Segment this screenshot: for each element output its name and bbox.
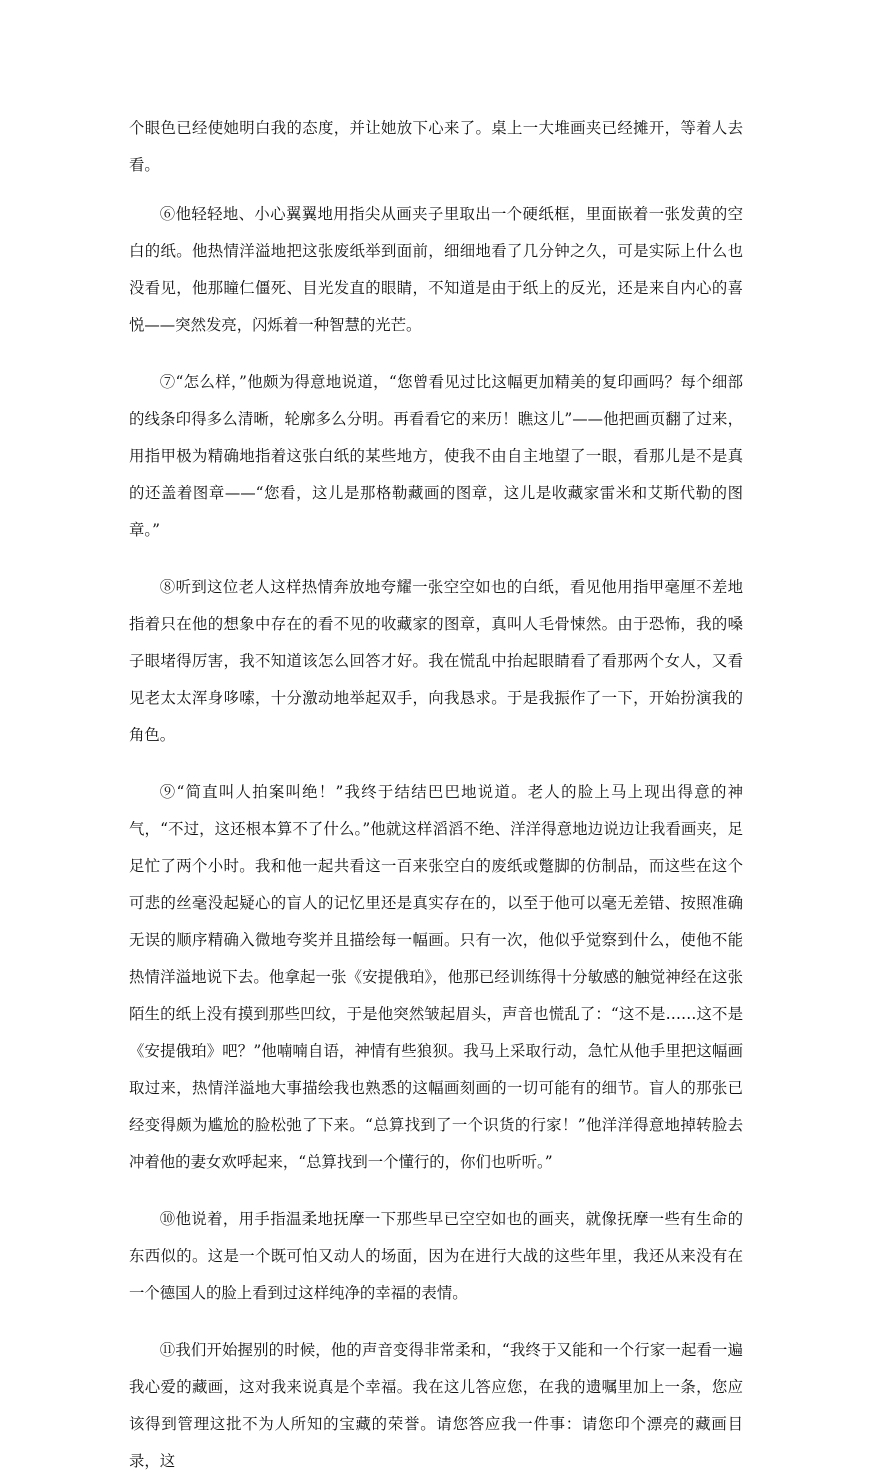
- paragraph-7: ⑦“怎么样，”他颇为得意地说道，“您曾看见过比这幅更加精美的复印画吗？每个细部的线条印得多么清晰，轮廓多么分明。再看看它的来历！瞧这儿”——他把画页翻了过来，用指甲极为精确地指着这张白纸的某些地方，使我不由自主地望了一眼，看那儿是不是真的还盖着图章——“您看，这儿是那格勒藏画的图章，这儿是收藏家雷米和艾斯代勒的图章。”: [129, 373, 743, 539]
- paragraph-8: ⑧听到这位老人这样热情奔放地夸耀一张空空如也的白纸，看见他用指甲毫厘不差地指着只在他的想象中存在的看不见的收藏家的图章，真叫人毛骨悚然。由于恐怖，我的嗓子眼堵得厉害，我不知道该怎么回答才好。我在慌乱中抬起眼睛看了看那两个女人，又看见老太太浑身哆嗦，十分激动地举起双手，向我恳求。于是我振作了一下，开始扮演我的角色。: [129, 578, 743, 744]
- paragraph-11: ⑪我们开始握别的时候，他的声音变得非常柔和，“我终于又能和一个行家一起看一遍我心爱的藏画，这对我来说真是个幸福。我在这儿答应您，在我的遗嘱里加上一条，您应该得到管理这批不为人所知的宝藏的荣誉。请您答应我一件事：请您印个漂亮的藏画目录，这: [129, 1341, 743, 1470]
- paragraph-6: ⑥他轻轻地、小心翼翼地用指尖从画夹子里取出一个硬纸框，里面嵌着一张发黄的空白的纸。他热情洋溢地把这张废纸举到面前，细细地看了几分钟之久，可是实际上什么也没看见，他那瞳仁僵死、目光发直的眼睛，不知道是由于纸上的反光，还是来自内心的喜悦——突然发亮，闪烁着一种智慧的光芒。: [129, 205, 743, 334]
- paragraph-continued: 个眼色已经使她明白我的态度，并让她放下心来了。桌上一大堆画夹已经摊开，等着人去看。: [129, 119, 743, 174]
- paragraph-10: ⑩他说着，用手指温柔地抚摩一下那些早已空空如也的画夹，就像抚摩一些有生命的东西似的。这是一个既可怕又动人的场面，因为在进行大战的这些年里，我还从来没有在一个德国人的脸上看到过这样纯净的幸福的表情。: [129, 1210, 743, 1302]
- paragraph-9: ⑨“简直叫人拍案叫绝！”我终于结结巴巴地说道。老人的脸上马上现出得意的神气，“不过，这还根本算不了什么。”他就这样滔滔不绝、洋洋得意地边说边让我看画夹，足足忙了两个小时。我和他一起共看这一百来张空白的废纸或蹩脚的仿制品，而这些在这个可悲的丝毫没起疑心的盲人的记忆里还是真实存在的，以至于他可以毫无差错、按照准确无误的顺序精确入微地夸奖并且描绘每一幅画。只有一次，他似乎觉察到什么，使他不能热情洋溢地说下去。他拿起一张《安提俄珀》，他那已经训练得十分敏感的触觉神经在这张陌生的纸上没有摸到那些凹纹，于是他突然皱起眉头，声音也慌乱了：“这不是……这不是《安提俄珀》吧？”他喃喃自语，神情有些狼狈。我马上采取行动，急忙从他手里把这幅画取过来，热情洋溢地大事描绘我也熟悉的这幅画刻画的一切可能有的细节。盲人的那张已经变得颇为尴尬的脸松弛了下来。“总算找到了一个识货的行家！”他洋洋得意地掉转脸去冲着他的妻女欢呼起来，“总算找到一个懂行的，你们也听听。”: [129, 783, 743, 1171]
